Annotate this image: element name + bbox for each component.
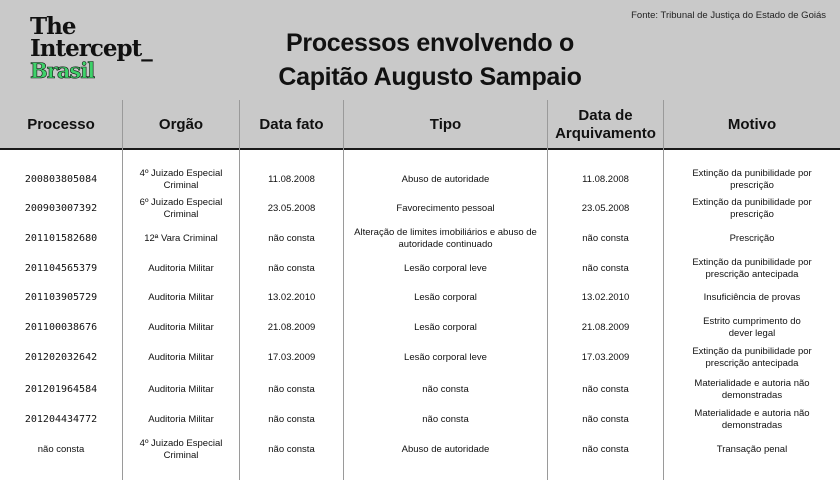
table-row xyxy=(0,343,840,373)
logo-line-2: Intercept_ xyxy=(30,35,152,62)
cell-data-arquivamento: não consta xyxy=(582,414,629,425)
cell-tipo: Lesão corporal leve xyxy=(404,263,487,274)
column-header-data-fato: Data fato xyxy=(259,116,324,133)
cell-data-fato: 23.05.2008 xyxy=(267,203,316,214)
cell-processo: 201201964584 xyxy=(24,384,98,395)
cell-orgao: Auditoria Militar xyxy=(148,384,214,395)
cell-motivo: Estrito cumprimento do dever legal xyxy=(703,316,801,339)
cell-data-arquivamento: 13.02.2010 xyxy=(581,292,630,303)
cell-processo: 200803805084 xyxy=(24,174,98,185)
column-header-motivo: Motivo xyxy=(727,116,777,133)
cell-tipo: Lesão corporal xyxy=(414,292,477,303)
column-header-orgao: Orgão xyxy=(158,116,204,133)
cell-tipo: não consta xyxy=(422,414,469,425)
cell-processo: 201103905729 xyxy=(24,292,98,303)
cell-processo: 201202032642 xyxy=(24,352,98,363)
table-row xyxy=(0,375,840,405)
cell-data-arquivamento: 21.08.2009 xyxy=(581,322,630,333)
logo-line-1: The xyxy=(30,13,76,40)
cell-tipo: Lesão corporal leve xyxy=(404,352,487,363)
cell-data-arquivamento: 11.08.2008 xyxy=(582,174,629,185)
cell-data-fato: 11.08.2008 xyxy=(268,174,315,185)
cell-processo: 201100038676 xyxy=(24,322,98,333)
cell-motivo: Extinção da punibilidade por prescrição antecipada xyxy=(692,346,812,369)
cell-processo: 201101582680 xyxy=(24,233,98,244)
cell-tipo: Abuso de autoridade xyxy=(401,444,490,455)
table-row xyxy=(0,194,840,224)
cell-data-arquivamento: não consta xyxy=(582,263,629,274)
cell-motivo: Insuficiência de provas xyxy=(703,292,801,303)
cell-orgao: Auditoria Militar xyxy=(148,352,214,363)
cell-orgao: 4º Juizado Especial Criminal xyxy=(139,168,223,191)
cell-motivo: Materialidade e autoria não demonstradas xyxy=(694,408,810,431)
cell-data-arquivamento: não consta xyxy=(582,233,629,244)
table-row xyxy=(0,165,840,195)
cell-data-fato: 17.03.2009 xyxy=(267,352,316,363)
table-row xyxy=(0,405,840,435)
cell-orgao: Auditoria Militar xyxy=(148,263,214,274)
cell-motivo: Materialidade e autoria não demonstradas xyxy=(694,378,810,401)
cell-data-fato: não consta xyxy=(268,414,315,425)
cell-data-fato: 13.02.2010 xyxy=(267,292,316,303)
table-row xyxy=(0,435,840,465)
cell-processo: não consta xyxy=(37,444,85,455)
title-line-2: Capitão Augusto Sampaio xyxy=(278,63,582,91)
cell-tipo: Abuso de autoridade xyxy=(401,174,490,185)
cell-tipo: Alteração de limites imobiliários e abuso de autoridade continuado xyxy=(354,227,537,250)
cell-motivo: Extinção da punibilidade por prescrição antecipada xyxy=(692,257,812,280)
cell-processo: 200903007392 xyxy=(24,203,98,214)
page-title xyxy=(230,26,630,94)
cell-orgao: 4º Juizado Especial Criminal xyxy=(139,438,223,461)
cell-orgao: Auditoria Militar xyxy=(148,414,214,425)
cell-motivo: Extinção da punibilidade por prescrição xyxy=(692,168,812,191)
table-row xyxy=(0,283,840,313)
cell-data-fato: não consta xyxy=(268,263,315,274)
cell-data-fato: não consta xyxy=(268,233,315,244)
cell-data-fato: não consta xyxy=(268,444,315,455)
table-row xyxy=(0,254,840,284)
cell-data-fato: 21.08.2009 xyxy=(267,322,316,333)
cell-motivo: Transação penal xyxy=(716,444,788,455)
column-header-tipo: Tipo xyxy=(429,116,462,133)
column-header-data-arquivamento: Data de Arquivamento xyxy=(555,107,656,142)
cell-processo: 201204434772 xyxy=(24,414,98,425)
title-line-1: Processos envolvendo o xyxy=(286,29,574,57)
cell-data-arquivamento: não consta xyxy=(582,444,629,455)
table-body xyxy=(0,150,840,480)
table-row xyxy=(0,224,840,254)
cell-data-arquivamento: 23.05.2008 xyxy=(581,203,630,214)
cell-tipo: Favorecimento pessoal xyxy=(396,203,495,214)
intercept-logo xyxy=(30,13,152,83)
cell-orgao: Auditoria Militar xyxy=(148,322,214,333)
cell-orgao: Auditoria Militar xyxy=(148,292,214,303)
cell-motivo: Prescrição xyxy=(729,233,775,244)
cell-orgao: 12ª Vara Criminal xyxy=(144,233,218,244)
cell-processo: 201104565379 xyxy=(24,263,98,274)
cell-orgao: 6º Juizado Especial Criminal xyxy=(139,197,223,220)
cell-tipo: Lesão corporal xyxy=(414,322,477,333)
column-header-processo: Processo xyxy=(27,116,95,133)
cell-data-arquivamento: não consta xyxy=(582,384,629,395)
cell-data-fato: não consta xyxy=(268,384,315,395)
cell-data-arquivamento: 17.03.2009 xyxy=(581,352,630,363)
cell-motivo: Extinção da punibilidade por prescrição xyxy=(692,197,812,220)
header-band xyxy=(0,0,840,150)
source-note: Fonte: Tribunal de Justiça do Estado de Goiás xyxy=(631,10,826,21)
cell-tipo: não consta xyxy=(422,384,469,395)
logo-line-3: Brasil xyxy=(30,58,95,83)
table-row xyxy=(0,313,840,343)
